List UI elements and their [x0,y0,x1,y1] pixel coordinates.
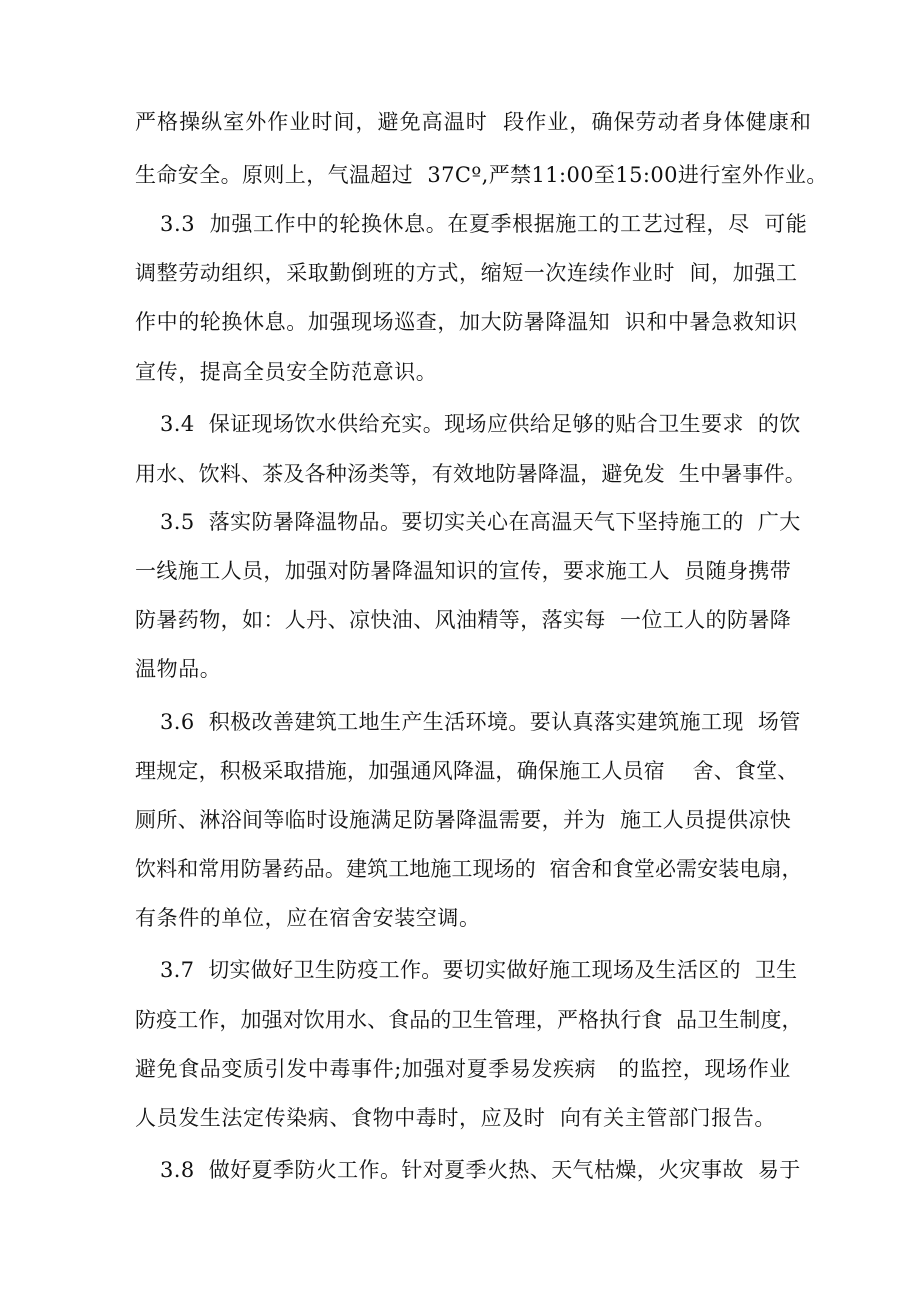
text-line-6: 宣传，提高全员安全防范意识。 [135,360,438,384]
text-line-8: 用水、饮料、茶及各种汤类等，有效地防暑降温，避免发 生中暑事件。 [135,462,806,486]
text-line-15: 厕所、淋浴间等临时设施满足防暑降温需要，并为 施工人员提供凉快 [135,808,792,832]
text-line-17: 有条件的单位，应在宿舍安装空调。 [135,906,481,930]
text-line-10: 一线施工人员，加强对防暑降温知识的宣传，要求施工人 员随身携带 [135,559,792,583]
text-line-13: 3.6 积极改善建筑工地生产生活环境。要认真落实建筑施工现 场管 [160,710,801,734]
text-line-16: 饮料和常用防暑药品。建筑工地施工现场的 宿舍和食堂必需安装电扇， [135,857,803,881]
text-line-19: 防疫工作，加强对饮用水、食品的卫生管理，严格执行食 品卫生制度， [135,1008,803,1032]
text-line-7: 3.4 保证现场饮水供给充实。现场应供给足够的贴合卫生要求 的饮 [160,412,801,436]
text-line-21: 人员发生法定传染病、食物中毒时，应及时 向有关主管部门报告。 [135,1106,776,1130]
text-line-11: 防暑药物，如：人丹、凉快油、风油精等，落实每 一位工人的防暑降 [135,608,792,632]
text-line-12: 温物品。 [135,657,222,681]
text-line-1: 严格操纵室外作业时间，避免高温时 段作业，确保劳动者身体健康和 [135,110,812,134]
text-line-20: 避免食品变质引发中毒事件;加强对夏季易发疾病 的监控，现场作业 [135,1057,791,1081]
text-line-14: 理规定，积极采取措施，加强通风降温，确保施工人员宿 舍、食堂、 [135,759,799,783]
text-line-18: 3.7 切实做好卫生防疫工作。要切实做好施工现场及生活区的 卫生 [160,958,798,982]
text-line-4: 调整劳动组织，采取勤倒班的方式，缩短一次连续作业时 间，加强工 [135,261,798,285]
text-line-22: 3.8 做好夏季防火工作。针对夏季火热、天气枯燥，火灾事故 易于 [160,1158,801,1182]
text-line-9: 3.5 落实防暑降温物品。要切实关心在高温天气下坚持施工的 广大 [160,510,801,534]
text-line-5: 作中的轮换休息。加强现场巡查，加大防暑降温知 识和中暑急救知识 [135,310,798,334]
text-line-3: 3.3 加强工作中的轮换休息。在夏季根据施工的工艺过程，尽 可能 [160,212,808,236]
text-line-2: 生命安全。原则上，气温超过 37Cº,严禁11:00至15:00进行室外作业。 [135,163,828,187]
